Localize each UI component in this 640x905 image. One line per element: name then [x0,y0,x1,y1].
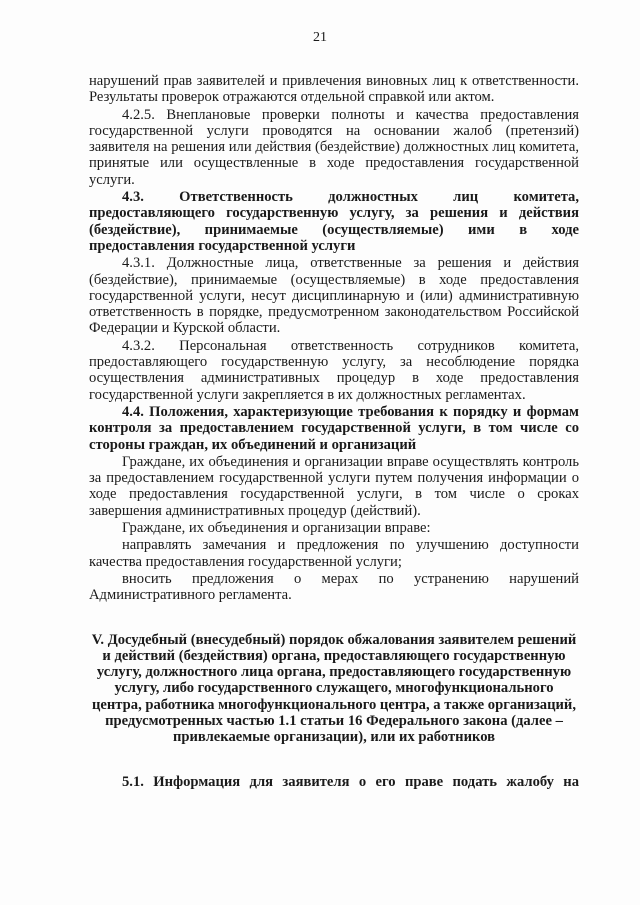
paragraph-4-2-5: 4.2.5. Внеплановые проверки полноты и качества предоставления государственной услуги проводятся на основании жалоб (претензий) заявителя на решения или действия (бездействие) должностных лиц комитета, принятые или осуществленные в ходе предоставления государственной услуги. [89,106,579,188]
document-body [89,73,579,790]
paragraph-4-3-2: 4.3.2. Персональная ответственность сотрудников комитета, предоставляющего государственную услугу, за несоблюдение порядка осуществления административных процедур в ходе предоставления государственной услуги закрепляется в их должностных регламентах. [89,337,579,403]
section-v-heading: V. Досудебный (внесудебный) порядок обжалования заявителем решений и действий (бездействия) органа, предоставляющего государственную услугу, должностного лица органа, предоставляющего государственную услугу, либо государственного служащего, многофункционального центра, работника многофункционального центра, а также организаций, предусмотренных частью 1.1 статьи 16 Федерального закона (далее – привлекаемые организации), или их работников [91,631,577,746]
paragraph-4-3-1: 4.3.1. Должностные лица, ответственные за решения и действия (бездействие), принимаемые (осуществляемые) в ходе предоставления государственной услуги, несут дисциплинарную и (или) административную ответственность в порядке, предусмотренном законодательством Российской Федерации и Курской области. [89,255,579,337]
paragraph-citizens-control: Граждане, их объединения и организации вправе осуществлять контроль за предоставлением государственной услуги путем получения информации о ходе предоставления государственной услуги, в том числе о сроках завершения административных процедур (действий). [89,453,579,519]
paragraph-continuation: нарушений прав заявителей и привлечения виновных лиц к ответственности. Результаты проверок отражаются отдельной справкой или актом. [89,73,579,106]
page-number: 21 [313,30,327,45]
paragraph-citizens-rights: Граждане, их объединения и организации вправе: [122,520,431,537]
heading-4-4: 4.4. Положения, характеризующие требования к порядку и формам контроля за предоставлением государственной услуги, в том числе со стороны граждан, их объединений и организаций [89,403,579,453]
paragraph-send-remarks: направлять замечания и предложения по улучшению доступности качества предоставления государственной услуги; [89,537,579,570]
paragraph-submit-proposals: вносить предложения о мерах по устранению нарушений Административного регламента. [89,570,579,604]
heading-4-3: 4.3. Ответственность должностных лиц комитета, предоставляющего государственную услугу, за решения и действия (бездействие), принимаемые (осуществляемые) ими в ходе предоставления государственной услуги [89,189,579,254]
heading-5-1: 5.1. Информация для заявителя о его праве подать жалобу на [122,773,579,790]
